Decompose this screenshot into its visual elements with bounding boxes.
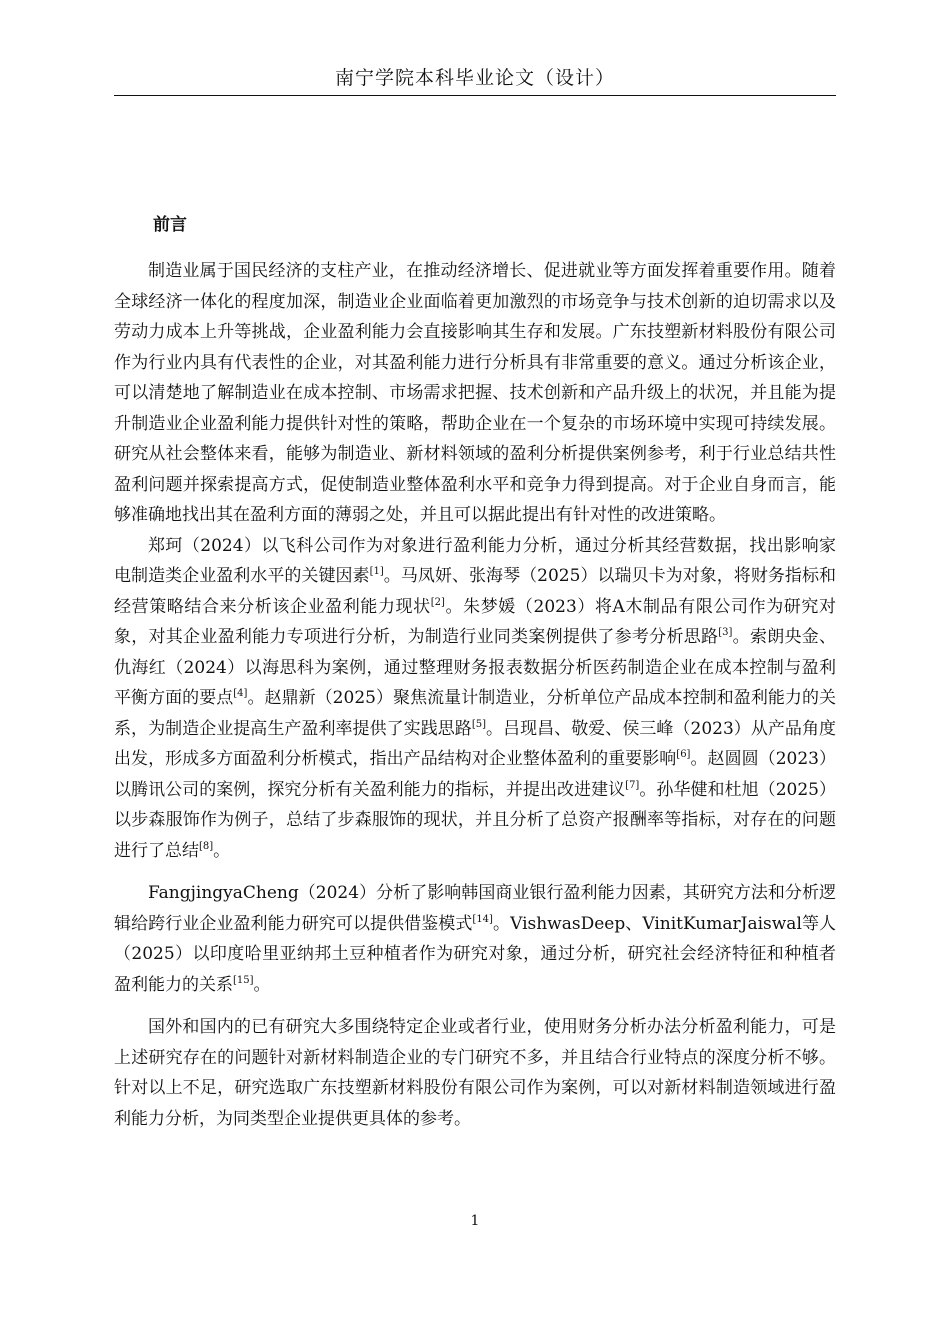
- text-run: 郑珂（2024）以飞科公司作为对象进行盈利能力分析，通过分析其经营数据，找出影响家电制造类企业盈利水平的关键因素: [114, 535, 836, 586]
- text-run: 。VishwasDeep、VinitKumarJaiswal等人（2025）以印度哈里亚纳邦土豆种植者作为研究对象，通过分析，研究社会经济特征和种植者盈利能力的关系: [114, 913, 837, 995]
- paragraph: [114, 256, 836, 531]
- text-run: 国外和国内的已有研究大多围绕特定企业或者行业，使用财务分析办法分析盈利能力，可是上述研究存在的问题针对新材料制造企业的专门研究不多，并且结合行业特点的深度分析不够。针对以上不足，研究选取广东技塑新材料股份有限公司作为案例，可以对新材料制造领域进行盈利能力分析，为同类型企业提供更具体的参考。: [114, 1017, 836, 1129]
- section-title: 前言: [153, 215, 187, 235]
- citation-ref: [14]: [472, 913, 493, 925]
- citation-ref: [3]: [718, 627, 733, 638]
- citation-ref: [15]: [233, 974, 254, 986]
- citation-ref: [8]: [199, 840, 214, 852]
- text-run: 。孙华健和杜旭（2025）以步森服饰作为例子，总结了步森服饰的现状，并且分析了总资产报酬率等指标，对存在的问题进行了总结: [114, 779, 836, 861]
- page-number: 1: [470, 1213, 480, 1229]
- paragraph: [114, 1012, 836, 1134]
- citation-ref: [6]: [676, 749, 691, 760]
- text-run: 。吕现昌、敬爱、侯三峰（2023）从产品角度出发，形成多方面盈利分析模式，指出产品结构对企业整体盈利的重要影响: [114, 718, 837, 769]
- text-run: 。马凤妍、张海琴（2025）以瑞贝卡为对象，将财务指标和经营策略结合来分析该企业盈利能力现状: [114, 566, 837, 617]
- citation-ref: [1]: [369, 566, 384, 577]
- citation-ref: [5]: [471, 718, 486, 730]
- text-run: 。: [253, 974, 271, 995]
- paragraph: [114, 878, 836, 1000]
- text-run: 制造业属于国民经济的支柱产业，在推动经济增长、促进就业等方面发挥着重要作用。随着全球经济一体化的程度加深，制造业企业面临着更加激烈的市场竞争与技术创新的迫切需求以及劳动力成本上升等挑战，企业盈利能力会直接影响其生存和发展。广东技塑新材料股份有限公司作为行业内具有代表性的企业，对其盈利能力进行分析具有非常重要的意义。通过分析该企业，可以清楚地了解制造业在成本控制、市场需求把握、技术创新和产品升级上的状况，并且能为提升制造业企业盈利能力提供针对性的策略，帮助企业在一个复杂的市场环境中实现可持续发展。研究从社会整体来看，能够为制造业、新材料领域的盈利分析提供案例参考，利于行业总结共性盈利问题并探索提高方式，促使制造业整体盈利水平和竞争力得到提高。对于企业自身而言，能够准确地找出其在盈利方面的薄弱之处，并且可以据此提出有针对性的改进策略。: [114, 261, 836, 525]
- body-text: [114, 256, 836, 1134]
- text-run: FangjingyaCheng（2024）分析了影响韩国商业银行盈利能力因素，其研究方法和分析逻辑给跨行业企业盈利能力研究可以提供借鉴模式: [114, 883, 836, 934]
- citation-ref: [2]: [430, 596, 445, 608]
- header-divider: [114, 95, 836, 96]
- text-run: 。索朗央金、仇海红（2024）以海思科为案例，通过整理财务报表数据分析医药制造企业在成本控制与盈利平衡方面的要点: [114, 627, 837, 708]
- page-header: 南宁学院本科毕业论文（设计）: [334, 67, 615, 89]
- paragraph: [114, 531, 836, 867]
- citation-ref: [4]: [233, 688, 248, 699]
- text-run: 。赵鼎新（2025）聚焦流量计制造业，分析单位产品成本控制和盈利能力的关系，为制造企业提高生产盈利率提供了实践思路: [114, 688, 837, 739]
- citation-ref: [7]: [625, 779, 640, 791]
- text-run: 。朱梦媛（2023）将A木制品有限公司作为研究对象，对其企业盈利能力专项进行分析，为制造行业同类案例提供了参考分析思路: [114, 596, 836, 647]
- text-run: 。赵圆圆（2023）以腾讯公司的案例，探究分析有关盈利能力的指标，并提出改进建议: [114, 749, 837, 800]
- text-run: 。: [213, 840, 231, 861]
